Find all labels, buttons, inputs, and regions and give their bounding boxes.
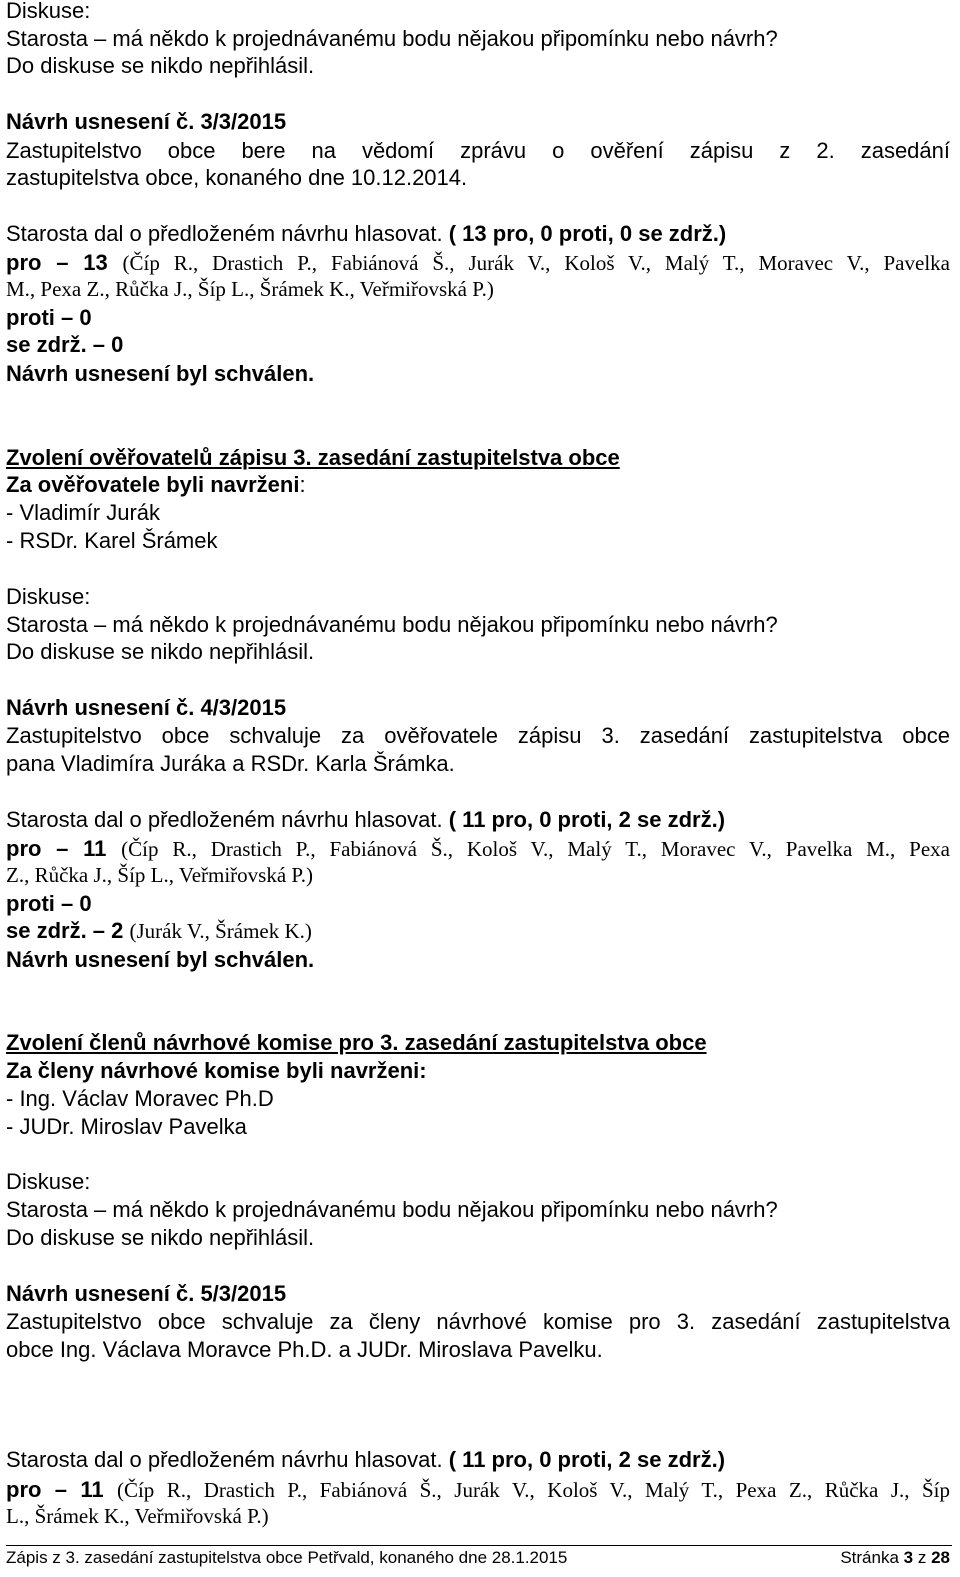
vote-intro: Starosta dal o předloženém návrhu hlasovat. — [6, 807, 443, 832]
discussion-question: Starosta – má někdo k projednávanému bodu nějakou připomínku nebo návrh? — [6, 1197, 778, 1222]
discussion-question: Starosta – má někdo k projednávanému bodu nějakou připomínku nebo návrh? — [6, 26, 778, 51]
resolution-text-line: zastupitelstva obce, konaného dne 10.12.2014. — [6, 165, 468, 190]
vote-for-line — [6, 835, 950, 863]
vote-abstain: se zdrž. – 0 — [6, 332, 124, 357]
vote-for-label: pro – 11 — [6, 1477, 104, 1502]
resolution-text-line: Zastupitelstvo obce schvaluje za členy návrhové komise pro 3. zasedání zastupitelstva — [6, 1309, 950, 1334]
resolution-number: 3/3/2015 — [200, 109, 287, 134]
page-sep: z — [917, 1548, 927, 1567]
vote-abstain: se zdrž. – 2 — [6, 918, 124, 943]
discussion-label: Diskuse: — [6, 584, 91, 609]
discussion-result: Do diskuse se nikdo nepřihlásil. — [6, 639, 315, 664]
resolution-text-line: obce Ing. Václava Moravce Ph.D. a JUDr. Miroslava Pavelku. — [6, 1337, 603, 1362]
nominee: - RSDr. Karel Šrámek — [6, 528, 218, 553]
footer-title: Zápis z 3. zasedání zastupitelstva obce Petřvald, konaného dne 28.1.2015 — [6, 1548, 568, 1567]
vote-summary: ( 11 pro, 0 proti, 2 se zdrž.) — [448, 1447, 726, 1472]
vote-for-names-cont: L., Šrámek K., Veřmiřovská P.) — [6, 1504, 269, 1528]
vote-for-label: pro – 11 — [6, 836, 107, 861]
vote-for-names-cont: M., Pexa Z., Růčka J., Šíp L., Šrámek K., Veřmiřovská P.) — [6, 277, 494, 301]
discussion-result: Do diskuse se nikdo nepřihlásil. — [6, 1225, 315, 1250]
vote-for-line — [6, 1476, 950, 1504]
resolution-number: 5/3/2015 — [200, 1281, 287, 1306]
resolution-text-line: Zastupitelstvo obce schvaluje za ověřovatele zápisu 3. zasedání zastupitelstva obce — [6, 723, 950, 748]
vote-intro: Starosta dal o předloženém návrhu hlasovat. — [6, 221, 443, 246]
vote-intro-line — [6, 1446, 950, 1473]
resolution-text-line: Zastupitelstvo obce bere na vědomí zprávu o ověření zápisu z 2. zasedání — [6, 138, 950, 163]
vote-abstain-names: (Jurák V., Šrámek K.) — [129, 919, 312, 943]
resolution-text-line: pana Vladimíra Juráka a RSDr. Karla Šrámka. — [6, 751, 455, 776]
vote-for-label: pro – 13 — [6, 250, 108, 275]
resolution-heading — [6, 694, 950, 721]
vote-against: proti – 0 — [6, 305, 92, 330]
resolution-heading — [6, 108, 950, 135]
discussion-label: Diskuse: — [6, 1169, 91, 1194]
vote-intro-line — [6, 220, 950, 247]
section-heading: Zvolení ověřovatelů zápisu 3. zasedání zastupitelstva obce — [6, 445, 620, 470]
vote-for-names-cont: Z., Růčka J., Šíp L., Veřmiřovská P.) — [6, 863, 314, 887]
vote-intro: Starosta dal o předloženém návrhu hlasovat. — [6, 1447, 443, 1472]
proposed-label: Za členy návrhové komise byli navrženi: — [6, 1058, 427, 1083]
nominee: - JUDr. Miroslav Pavelka — [6, 1114, 247, 1139]
vote-against: proti – 0 — [6, 891, 92, 916]
section-heading: Zvolení členů návrhové komise pro 3. zasedání zastupitelstva obce — [6, 1030, 707, 1055]
vote-summary: ( 13 pro, 0 proti, 0 se zdrž.) — [448, 221, 727, 246]
page-current: 3 — [903, 1548, 914, 1567]
resolution-approved: Návrh usnesení byl schválen. — [6, 361, 315, 386]
discussion-label: Diskuse: — [6, 0, 91, 23]
vote-for-names: (Číp R., Drastich P., Fabiánová Š., Jurák V., Kološ V., Malý T., Pexa Z., Růčka J., Šíp — [116, 1478, 950, 1502]
vote-for-line — [6, 249, 950, 277]
footer-divider — [6, 1545, 952, 1546]
proposed-label: Za ověřovatele byli navrženi — [6, 472, 300, 497]
vote-intro-line — [6, 806, 950, 833]
resolution-number: 4/3/2015 — [200, 695, 287, 720]
page-footer — [6, 1547, 950, 1569]
page-total: 28 — [931, 1548, 950, 1567]
resolution-approved: Návrh usnesení byl schválen. — [6, 947, 315, 972]
resolution-heading — [6, 1280, 950, 1307]
discussion-question: Starosta – má někdo k projednávanému bodu nějakou připomínku nebo návrh? — [6, 612, 778, 637]
vote-for-names: (Číp R., Drastich P., Fabiánová Š., Kološ V., Malý T., Moravec V., Pavelka M., Pexa — [121, 837, 951, 861]
proposed-colon: : — [299, 472, 306, 497]
vote-for-names: (Číp R., Drastich P., Fabiánová Š., Jurák V., Kološ V., Malý T., Moravec V., Pavelka — [122, 251, 950, 275]
vote-summary: ( 11 pro, 0 proti, 2 se zdrž.) — [448, 807, 726, 832]
discussion-result: Do diskuse se nikdo nepřihlásil. — [6, 53, 315, 78]
resolution-label: Návrh usnesení č. — [6, 1281, 195, 1306]
vote-abstain-line — [6, 917, 950, 945]
page-number — [840, 1547, 950, 1569]
resolution-label: Návrh usnesení č. — [6, 109, 195, 134]
nominee: - Ing. Václav Moravec Ph.D — [6, 1086, 274, 1111]
nominee: - Vladimír Jurák — [6, 500, 161, 525]
proposed-line — [6, 471, 950, 498]
resolution-label: Návrh usnesení č. — [6, 695, 195, 720]
page-prefix: Stránka — [840, 1548, 899, 1567]
